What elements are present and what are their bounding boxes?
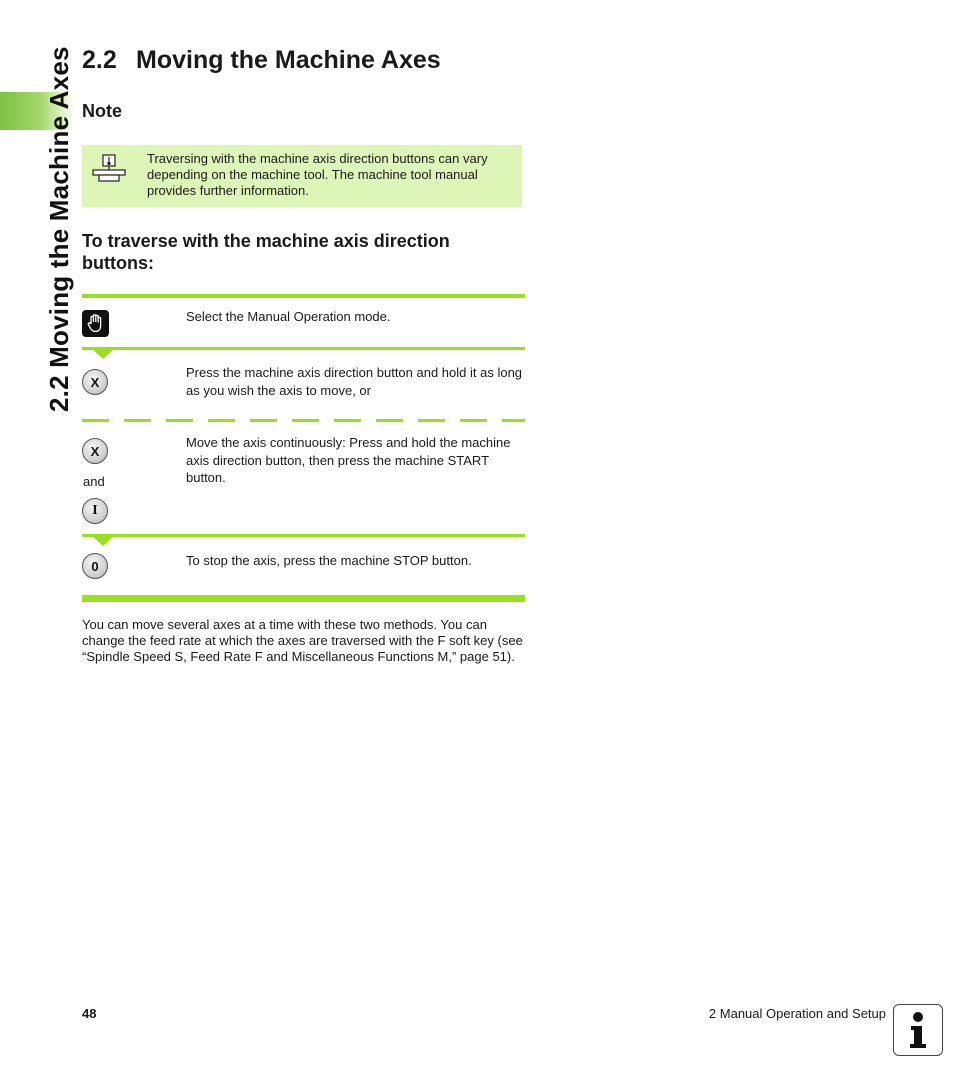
table-top-rule [82,294,525,298]
page-number: 48 [82,1006,97,1021]
note-box [82,145,522,207]
manual-operation-hand-icon [85,313,106,334]
machine-tool-icon [92,154,126,184]
step-1-text: Select the Manual Operation mode. [186,309,391,324]
step-4-text: To stop the axis, press the machine STOP button. [186,553,472,568]
step-2-text: Press the machine axis direction button and hold it as long as you wish the axis to move, or [186,365,523,398]
machine-stop-key[interactable]: 0 [82,553,108,579]
x-axis-key[interactable]: X [82,369,108,395]
table-bottom-rule [82,595,525,602]
info-glyph-icon [903,1010,933,1050]
x-axis-key[interactable]: X [82,438,108,464]
step-divider [82,534,525,537]
section-number: 2.2 [82,46,117,74]
step-3-text: Move the axis continuously: Press and hold the machine axis direction button, then press the machine START button. [186,435,511,485]
manual-operation-key[interactable] [82,310,109,337]
sidebar-section-title: 2.2 Moving the Machine Axes [44,46,74,412]
chapter-title: 2 Manual Operation and Setup [708,1006,886,1021]
machine-start-key[interactable]: I [82,498,108,524]
step-divider [82,347,525,350]
step-arrow [93,537,113,546]
note-text: Traversing with the machine axis direction buttons can vary depending on the machine tool. The machine tool manual provides further information. [147,151,488,198]
body-paragraph: You can move several axes at a time with these two methods. You can change the feed rate at which the axes are traversed with the F soft key (see “Spindle Speed S, Feed Rate F and Miscellaneous Functions M,” page 51). [82,617,523,664]
step-arrow [93,350,113,359]
and-label: and [83,474,105,489]
info-icon[interactable] [893,1004,943,1056]
alternative-divider [82,419,525,422]
page-title [82,46,441,75]
note-heading: Note [82,101,122,121]
section-title: Moving the Machine Axes [136,46,441,74]
procedure-heading: To traverse with the machine axis direction buttons: [82,231,450,273]
